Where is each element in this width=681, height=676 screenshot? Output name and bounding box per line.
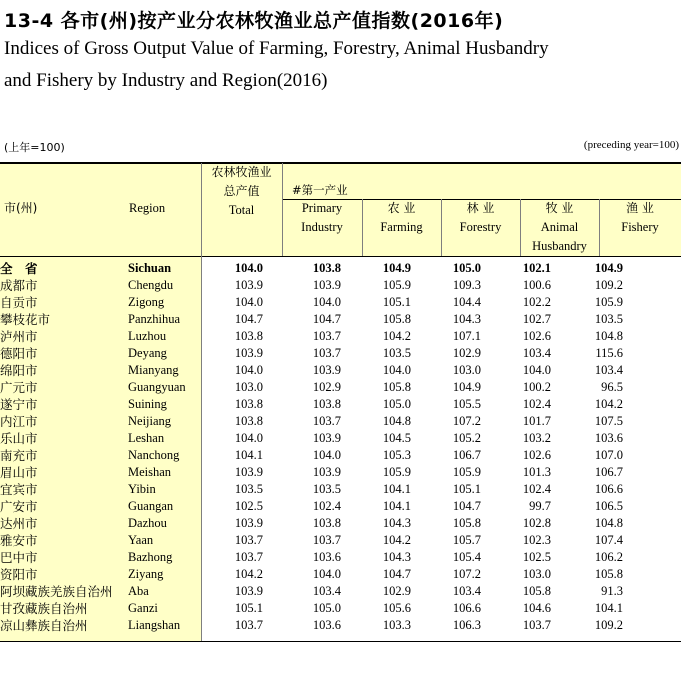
cell-animal: 100.6 (522, 278, 551, 292)
cell-total: 103.8 (234, 414, 263, 428)
table-body (0, 260, 623, 634)
cell-total: 103.8 (234, 397, 263, 411)
table-row (0, 498, 623, 515)
cell-forestry: 106.3 (452, 618, 481, 632)
cell-cn: 南充市 (0, 448, 38, 463)
cell-en: Dazhou (128, 516, 167, 530)
header-total-en: Total (228, 203, 255, 217)
cell-cn: 绵阳市 (0, 363, 38, 378)
cell-primary: 102.9 (312, 380, 341, 394)
cell-animal: 104.6 (522, 601, 551, 615)
cell-en: Guangyuan (128, 380, 186, 394)
cell-fishery: 106.2 (594, 550, 623, 564)
cell-forestry: 105.5 (452, 397, 481, 411)
header-total-cn-1: 农林牧渔业 (211, 165, 272, 179)
header-region-cn: 市(州) (4, 201, 38, 215)
page-title-cn: 13-4 各市(州)按产业分农林牧渔业总产值指数(2016年) (4, 10, 504, 32)
cell-cn: 内江市 (0, 414, 38, 429)
cell-fishery: 106.7 (594, 465, 623, 479)
cell-forestry: 104.9 (452, 380, 481, 394)
table-row-province-total (0, 260, 623, 277)
cell-animal: 102.2 (522, 295, 551, 309)
table-row (0, 379, 623, 396)
cell-cn: 巴中市 (0, 550, 38, 565)
cell-fishery: 115.6 (595, 346, 623, 360)
header-farming-cn: 农 业 (387, 201, 416, 215)
cell-forestry: 105.2 (452, 431, 481, 445)
table-row (0, 430, 623, 447)
cell-en: Ziyang (128, 567, 164, 581)
cell-forestry: 107.2 (452, 414, 481, 428)
cell-fishery: 105.8 (594, 567, 623, 581)
cell-animal: 103.7 (522, 618, 551, 632)
table-row (0, 464, 623, 481)
cell-fishery: 107.5 (594, 414, 623, 428)
header-forestry-en: Forestry (459, 220, 502, 234)
cell-farming: 105.0 (382, 397, 411, 411)
cell-forestry: 104.4 (452, 295, 481, 309)
cell-farming: 104.5 (382, 431, 411, 445)
header-farming (362, 199, 441, 237)
cell-animal: 102.8 (522, 516, 551, 530)
cell-forestry: 105.8 (452, 516, 481, 530)
header-bottom-rule (0, 256, 681, 257)
cell-forestry: 105.0 (452, 261, 481, 275)
cell-total: 103.7 (234, 618, 263, 632)
cell-fishery: 106.5 (594, 499, 623, 513)
cell-forestry: 102.9 (452, 346, 481, 360)
cell-en: Yibin (128, 482, 156, 496)
cell-cn: 眉山市 (0, 465, 38, 480)
page-title-en-line2: and Fishery by Industry and Region(2016) (4, 70, 328, 91)
cell-fishery: 106.6 (594, 482, 623, 496)
cell-fishery: 109.2 (594, 618, 623, 632)
cell-farming: 104.3 (382, 516, 411, 530)
cell-primary: 103.6 (312, 618, 341, 632)
cell-primary: 103.7 (312, 533, 341, 547)
cell-en: Luzhou (128, 329, 167, 343)
cell-primary: 104.7 (312, 312, 341, 326)
cell-forestry: 105.9 (452, 465, 481, 479)
cell-total: 102.5 (234, 499, 263, 513)
cell-total: 104.0 (234, 261, 263, 275)
cell-fishery: 103.4 (594, 363, 623, 377)
cell-cn: 乐山市 (0, 431, 38, 446)
cell-cn: 遂宁市 (0, 397, 38, 412)
cell-forestry: 104.3 (452, 312, 481, 326)
cell-primary: 103.9 (312, 363, 341, 377)
cell-fishery: 103.6 (594, 431, 623, 445)
header-farming-en: Farming (380, 220, 423, 234)
cell-primary: 103.7 (312, 329, 341, 343)
cell-animal: 102.7 (522, 312, 551, 326)
cell-forestry: 103.0 (452, 363, 481, 377)
cell-farming: 104.3 (382, 550, 411, 564)
cell-total: 105.1 (234, 601, 263, 615)
cell-total: 104.7 (234, 312, 263, 326)
cell-farming: 104.2 (382, 329, 411, 343)
cell-total: 104.0 (234, 363, 263, 377)
cell-animal: 102.3 (522, 533, 551, 547)
header-forestry-cn: 林 业 (466, 201, 495, 215)
table-row (0, 294, 623, 311)
cell-primary: 103.8 (312, 397, 341, 411)
cell-fishery: 104.8 (594, 516, 623, 530)
cell-fishery: 107.4 (594, 533, 623, 547)
cell-farming: 103.3 (382, 618, 411, 632)
cell-en: Suining (128, 397, 167, 411)
cell-en: Ganzi (128, 601, 158, 615)
table-top-rule (0, 162, 681, 164)
cell-farming: 105.1 (382, 295, 411, 309)
cell-fishery: 104.9 (594, 261, 623, 275)
cell-fishery: 96.5 (601, 380, 623, 394)
table-row (0, 277, 623, 294)
cell-total: 103.9 (234, 278, 263, 292)
cell-forestry: 105.4 (452, 550, 481, 564)
table-row (0, 328, 623, 345)
cell-animal: 104.0 (522, 363, 551, 377)
cell-primary: 105.0 (312, 601, 341, 615)
cell-total: 103.9 (234, 465, 263, 479)
cell-farming: 105.6 (382, 601, 411, 615)
cell-primary: 103.7 (312, 414, 341, 428)
cell-animal: 101.7 (522, 414, 551, 428)
cell-fishery: 104.8 (594, 329, 623, 343)
cell-cn: 宜宾市 (0, 482, 38, 497)
cell-primary: 103.8 (312, 516, 341, 530)
cell-forestry: 106.7 (452, 448, 481, 462)
cell-total: 103.9 (234, 516, 263, 530)
cell-animal: 99.7 (529, 499, 551, 513)
cell-total: 103.0 (234, 380, 263, 394)
cell-en: Yaan (128, 533, 154, 547)
cell-primary: 103.9 (312, 431, 341, 445)
base-note-cn: (上年=100) (4, 141, 65, 154)
table-row (0, 345, 623, 362)
cell-primary: 104.0 (312, 295, 341, 309)
cell-farming: 105.8 (382, 380, 411, 394)
table-row (0, 396, 623, 413)
cell-animal: 100.2 (522, 380, 551, 394)
cell-farming: 104.8 (382, 414, 411, 428)
cell-total: 103.7 (234, 533, 263, 547)
cell-farming: 105.3 (382, 448, 411, 462)
cell-en: Nanchong (128, 448, 180, 462)
table-row (0, 532, 623, 549)
cell-total: 103.7 (234, 550, 263, 564)
header-animal-en-2: Husbandry (532, 239, 587, 253)
table-row (0, 566, 623, 583)
cell-farming: 104.0 (382, 363, 411, 377)
cell-en: Sichuan (128, 261, 172, 275)
cell-total: 103.9 (234, 584, 263, 598)
cell-farming: 104.9 (382, 261, 411, 275)
cell-fishery: 105.9 (594, 295, 623, 309)
table-row (0, 617, 623, 634)
cell-en: Meishan (128, 465, 172, 479)
cell-total: 104.0 (234, 431, 263, 445)
header-primary (282, 199, 362, 237)
cell-cn: 甘孜藏族自治州 (0, 601, 88, 616)
base-note-en: (preceding year=100) (583, 139, 679, 151)
cell-farming: 102.9 (382, 584, 411, 598)
header-fishery-en: Fishery (621, 220, 659, 234)
cell-total: 104.0 (234, 295, 263, 309)
header-animal-cn: 牧 业 (545, 201, 574, 215)
header-fishery (599, 199, 681, 237)
cell-cn: 阿坝藏族羌族自治州 (0, 584, 113, 599)
cell-fishery: 103.5 (594, 312, 623, 326)
table-row (0, 447, 623, 464)
cell-cn: 广元市 (0, 380, 38, 395)
cell-farming: 104.7 (382, 567, 411, 581)
table-row (0, 549, 623, 566)
cell-en: Leshan (128, 431, 165, 445)
cell-farming: 103.5 (382, 346, 411, 360)
cell-forestry: 107.2 (452, 567, 481, 581)
cell-forestry: 105.1 (452, 482, 481, 496)
cell-forestry: 106.6 (452, 601, 481, 615)
cell-fishery: 91.3 (601, 584, 623, 598)
cell-animal: 103.0 (522, 567, 551, 581)
cell-total: 103.5 (234, 482, 263, 496)
cell-primary: 104.0 (312, 448, 341, 462)
cell-primary: 102.4 (312, 499, 341, 513)
cell-primary: 103.9 (312, 278, 341, 292)
cell-total: 104.2 (234, 567, 263, 581)
cell-cn: 资阳市 (0, 567, 38, 582)
cell-cn: 攀枝花市 (0, 312, 51, 327)
cell-forestry: 103.4 (452, 584, 481, 598)
cell-cn: 成都市 (0, 278, 38, 293)
table-row (0, 413, 623, 430)
cell-animal: 102.5 (522, 550, 551, 564)
header-region-en: Region (129, 201, 166, 215)
cell-cn: 凉山彝族自治州 (0, 618, 88, 633)
cell-animal: 102.6 (522, 329, 551, 343)
cell-primary: 103.6 (312, 550, 341, 564)
cell-total: 103.8 (234, 329, 263, 343)
cell-cn: 自贡市 (0, 295, 38, 310)
header-fishery-cn: 渔 业 (626, 201, 654, 215)
table-row (0, 481, 623, 498)
cell-primary: 103.4 (312, 584, 341, 598)
cell-primary: 103.8 (312, 261, 341, 275)
cell-fishery: 104.2 (594, 397, 623, 411)
header-animal-en-1: Animal (540, 220, 579, 234)
cell-animal: 105.8 (522, 584, 551, 598)
cell-forestry: 105.7 (452, 533, 481, 547)
cell-cn: 德阳市 (0, 346, 38, 361)
cell-cn: 雅安市 (0, 533, 38, 548)
cell-fishery: 104.1 (594, 601, 623, 615)
cell-forestry: 104.7 (452, 499, 481, 513)
cell-primary: 104.0 (312, 567, 341, 581)
cell-farming: 105.9 (382, 465, 411, 479)
cell-en: Chengdu (128, 278, 174, 292)
header-total-cn-2: 总产值 (223, 184, 260, 198)
cell-animal: 103.4 (522, 346, 551, 360)
table-row (0, 600, 623, 617)
table-row (0, 362, 623, 379)
header-total (201, 163, 282, 220)
cell-forestry: 109.3 (452, 278, 481, 292)
cell-animal: 102.4 (522, 482, 551, 496)
cell-animal: 102.1 (522, 261, 551, 275)
cell-primary: 103.9 (312, 465, 341, 479)
cell-farming: 104.2 (382, 533, 411, 547)
cell-farming: 104.1 (382, 499, 411, 513)
cell-en: Mianyang (128, 363, 179, 377)
cell-farming: 105.9 (382, 278, 411, 292)
cell-total: 104.1 (234, 448, 263, 462)
table-row (0, 311, 623, 328)
cell-cn: 广安市 (0, 499, 38, 514)
page-title-en-line1: Indices of Gross Output Value of Farming, Forestry, Animal Husbandry (4, 38, 549, 59)
header-forestry (441, 199, 520, 237)
cell-en: Aba (128, 584, 149, 598)
cell-en: Panzhihua (128, 312, 181, 326)
table-row (0, 515, 623, 532)
header-primary-group: #第一产业 (292, 183, 348, 197)
cell-fishery: 109.2 (594, 278, 623, 292)
cell-en: Neijiang (128, 414, 172, 428)
cell-fishery: 107.0 (594, 448, 623, 462)
header-primary-en-1: Primary (301, 201, 343, 215)
indices-table (0, 260, 623, 634)
cell-cn: 达州市 (0, 516, 38, 531)
cell-en: Deyang (128, 346, 167, 360)
header-primary-en-2: Industry (301, 220, 343, 234)
cell-en: Zigong (128, 295, 165, 309)
header-animal (520, 199, 599, 256)
cell-farming: 104.1 (382, 482, 411, 496)
cell-en: Guangan (128, 499, 174, 513)
cell-forestry: 107.1 (452, 329, 481, 343)
cell-animal: 102.6 (522, 448, 551, 462)
cell-cn: 泸州市 (0, 329, 38, 344)
cell-cn: 全 省 (0, 261, 38, 276)
cell-en: Liangshan (128, 618, 181, 632)
cell-primary: 103.5 (312, 482, 341, 496)
cell-farming: 105.8 (382, 312, 411, 326)
cell-primary: 103.7 (312, 346, 341, 360)
cell-animal: 102.4 (522, 397, 551, 411)
table-row (0, 583, 623, 600)
table-bottom-rule (0, 641, 681, 642)
cell-animal: 103.2 (522, 431, 551, 445)
cell-total: 103.9 (234, 346, 263, 360)
cell-animal: 101.3 (522, 465, 551, 479)
cell-en: Bazhong (128, 550, 173, 564)
